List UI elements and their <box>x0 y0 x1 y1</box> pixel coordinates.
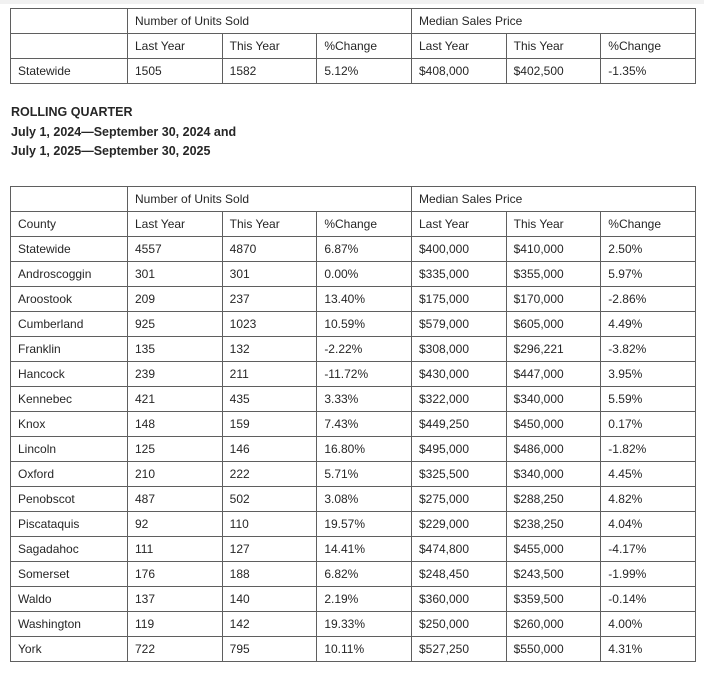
value-cell: -2.86% <box>601 286 696 311</box>
col-header-cell <box>11 34 128 59</box>
page-top-strip <box>0 0 704 4</box>
value-cell: $288,250 <box>506 486 601 511</box>
row-label-cell: Cumberland <box>11 311 128 336</box>
value-cell: 4.45% <box>601 461 696 486</box>
row-label-cell: Statewide <box>11 59 128 84</box>
table-row <box>11 361 696 386</box>
value-cell: 142 <box>222 611 317 636</box>
value-cell: 210 <box>128 461 223 486</box>
table-row <box>11 411 696 436</box>
table-row <box>11 261 696 286</box>
value-cell: 421 <box>128 386 223 411</box>
corner-cell <box>11 186 128 211</box>
value-cell: $260,000 <box>506 611 601 636</box>
rolling-quarter-section <box>11 103 704 162</box>
col-header-cell: Last Year <box>128 211 223 236</box>
value-cell: 487 <box>128 486 223 511</box>
col-header-cell: County <box>11 211 128 236</box>
value-cell: $527,250 <box>411 636 506 661</box>
col-header-cell: This Year <box>222 211 317 236</box>
row-label-cell: Statewide <box>11 236 128 261</box>
value-cell: 19.33% <box>317 611 412 636</box>
value-cell: -3.82% <box>601 336 696 361</box>
value-cell: $248,450 <box>411 561 506 586</box>
value-cell: $550,000 <box>506 636 601 661</box>
row-label-cell: Lincoln <box>11 436 128 461</box>
value-cell: $308,000 <box>411 336 506 361</box>
col-header-cell: %Change <box>601 211 696 236</box>
row-label-cell: Piscataquis <box>11 511 128 536</box>
col-header-cell: Last Year <box>128 34 223 59</box>
value-cell: 7.43% <box>317 411 412 436</box>
value-cell: $400,000 <box>411 236 506 261</box>
col-header-cell: %Change <box>317 211 412 236</box>
row-label-cell: Knox <box>11 411 128 436</box>
value-cell: 13.40% <box>317 286 412 311</box>
col-header-cell: Last Year <box>411 34 506 59</box>
value-cell: $296,221 <box>506 336 601 361</box>
value-cell: 5.97% <box>601 261 696 286</box>
group-header-row <box>11 9 696 34</box>
table-row <box>11 461 696 486</box>
value-cell: -0.14% <box>601 586 696 611</box>
value-cell: 239 <box>128 361 223 386</box>
row-label-cell: Sagadahoc <box>11 536 128 561</box>
value-cell: $450,000 <box>506 411 601 436</box>
value-cell: 1023 <box>222 311 317 336</box>
value-cell: 502 <box>222 486 317 511</box>
value-cell: -1.35% <box>601 59 696 84</box>
row-label-cell: Waldo <box>11 586 128 611</box>
value-cell: $335,000 <box>411 261 506 286</box>
value-cell: $408,000 <box>411 59 506 84</box>
row-label-cell: Androscoggin <box>11 261 128 286</box>
value-cell: 125 <box>128 436 223 461</box>
value-cell: 159 <box>222 411 317 436</box>
group-header-units-sold: Number of Units Sold <box>128 186 412 211</box>
group-header-median-price: Median Sales Price <box>411 9 695 34</box>
value-cell: 1582 <box>222 59 317 84</box>
row-label-cell: Hancock <box>11 361 128 386</box>
value-cell: 10.59% <box>317 311 412 336</box>
value-cell: 140 <box>222 586 317 611</box>
value-cell: 3.95% <box>601 361 696 386</box>
value-cell: $579,000 <box>411 311 506 336</box>
value-cell: 209 <box>128 286 223 311</box>
value-cell: 176 <box>128 561 223 586</box>
statewide-quarter-table <box>10 8 696 84</box>
value-cell: 0.00% <box>317 261 412 286</box>
value-cell: 111 <box>128 536 223 561</box>
value-cell: 1505 <box>128 59 223 84</box>
value-cell: 237 <box>222 286 317 311</box>
value-cell: 0.17% <box>601 411 696 436</box>
row-label-cell: York <box>11 636 128 661</box>
row-label-cell: Somerset <box>11 561 128 586</box>
table-row <box>11 311 696 336</box>
date-range-line-1: July 1, 2024—September 30, 2024 and <box>11 124 237 139</box>
value-cell: 16.80% <box>317 436 412 461</box>
value-cell: 4.49% <box>601 311 696 336</box>
value-cell: 211 <box>222 361 317 386</box>
value-cell: $275,000 <box>411 486 506 511</box>
value-cell: 722 <box>128 636 223 661</box>
value-cell: 4557 <box>128 236 223 261</box>
value-cell: $410,000 <box>506 236 601 261</box>
group-header-row <box>11 186 696 211</box>
value-cell: $250,000 <box>411 611 506 636</box>
value-cell: 222 <box>222 461 317 486</box>
value-cell: $340,000 <box>506 461 601 486</box>
value-cell: -4.17% <box>601 536 696 561</box>
value-cell: $340,000 <box>506 386 601 411</box>
value-cell: 4.00% <box>601 611 696 636</box>
value-cell: 5.71% <box>317 461 412 486</box>
value-cell: 4870 <box>222 236 317 261</box>
value-cell: $322,000 <box>411 386 506 411</box>
value-cell: 119 <box>128 611 223 636</box>
value-cell: 6.87% <box>317 236 412 261</box>
value-cell: $605,000 <box>506 311 601 336</box>
table-row <box>11 236 696 261</box>
col-header-cell: %Change <box>601 34 696 59</box>
value-cell: 3.33% <box>317 386 412 411</box>
table-row <box>11 286 696 311</box>
value-cell: $495,000 <box>411 436 506 461</box>
value-cell: $455,000 <box>506 536 601 561</box>
table-row <box>11 336 696 361</box>
table-row <box>11 561 696 586</box>
value-cell: $474,800 <box>411 536 506 561</box>
value-cell: $175,000 <box>411 286 506 311</box>
value-cell: 5.12% <box>317 59 412 84</box>
value-cell: 2.50% <box>601 236 696 261</box>
value-cell: $238,250 <box>506 511 601 536</box>
column-header-row <box>11 34 696 59</box>
value-cell: 188 <box>222 561 317 586</box>
table-row <box>11 636 696 661</box>
table-row <box>11 586 696 611</box>
table-row <box>11 386 696 411</box>
corner-cell <box>11 9 128 34</box>
row-label-cell: Oxford <box>11 461 128 486</box>
col-header-cell: This Year <box>506 211 601 236</box>
value-cell: 127 <box>222 536 317 561</box>
table-row <box>11 536 696 561</box>
value-cell: $170,000 <box>506 286 601 311</box>
value-cell: $360,000 <box>411 586 506 611</box>
value-cell: 301 <box>128 261 223 286</box>
row-label-cell: Franklin <box>11 336 128 361</box>
value-cell: $355,000 <box>506 261 601 286</box>
table-row <box>11 611 696 636</box>
table-row <box>11 486 696 511</box>
value-cell: 4.04% <box>601 511 696 536</box>
value-cell: 19.57% <box>317 511 412 536</box>
value-cell: 6.82% <box>317 561 412 586</box>
value-cell: 5.59% <box>601 386 696 411</box>
value-cell: $359,500 <box>506 586 601 611</box>
value-cell: 795 <box>222 636 317 661</box>
value-cell: 137 <box>128 586 223 611</box>
group-header-median-price: Median Sales Price <box>411 186 695 211</box>
table-row <box>11 436 696 461</box>
row-label-cell: Penobscot <box>11 486 128 511</box>
section-title: ROLLING QUARTER <box>11 105 133 119</box>
value-cell: 135 <box>128 336 223 361</box>
table-row <box>11 59 696 84</box>
value-cell: 925 <box>128 311 223 336</box>
value-cell: 2.19% <box>317 586 412 611</box>
value-cell: -11.72% <box>317 361 412 386</box>
row-label-cell: Kennebec <box>11 386 128 411</box>
value-cell: $486,000 <box>506 436 601 461</box>
value-cell: -2.22% <box>317 336 412 361</box>
value-cell: $447,000 <box>506 361 601 386</box>
value-cell: 14.41% <box>317 536 412 561</box>
column-header-row <box>11 211 696 236</box>
value-cell: $430,000 <box>411 361 506 386</box>
value-cell: -1.82% <box>601 436 696 461</box>
col-header-cell: This Year <box>506 34 601 59</box>
value-cell: 92 <box>128 511 223 536</box>
value-cell: 148 <box>128 411 223 436</box>
col-header-cell: This Year <box>222 34 317 59</box>
value-cell: 3.08% <box>317 486 412 511</box>
value-cell: 10.11% <box>317 636 412 661</box>
value-cell: 435 <box>222 386 317 411</box>
col-header-cell: Last Year <box>411 211 506 236</box>
value-cell: $402,500 <box>506 59 601 84</box>
value-cell: $243,500 <box>506 561 601 586</box>
value-cell: 301 <box>222 261 317 286</box>
table-row <box>11 511 696 536</box>
date-range-line-2: July 1, 2025—September 30, 2025 <box>11 144 211 158</box>
value-cell: 146 <box>222 436 317 461</box>
value-cell: $449,250 <box>411 411 506 436</box>
value-cell: $325,500 <box>411 461 506 486</box>
county-quarter-table <box>10 186 696 662</box>
value-cell: $229,000 <box>411 511 506 536</box>
value-cell: 4.31% <box>601 636 696 661</box>
value-cell: 4.82% <box>601 486 696 511</box>
value-cell: 132 <box>222 336 317 361</box>
value-cell: -1.99% <box>601 561 696 586</box>
group-header-units-sold: Number of Units Sold <box>128 9 412 34</box>
col-header-cell: %Change <box>317 34 412 59</box>
row-label-cell: Aroostook <box>11 286 128 311</box>
row-label-cell: Washington <box>11 611 128 636</box>
value-cell: 110 <box>222 511 317 536</box>
